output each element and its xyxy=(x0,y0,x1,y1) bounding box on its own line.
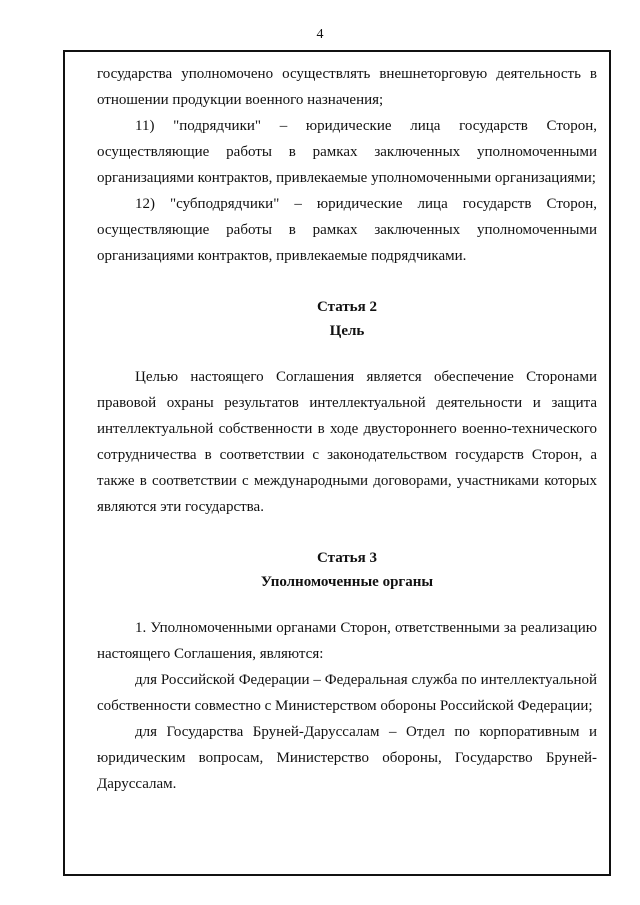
continuation-paragraph: государства уполномочено осуществлять внешнеторговую деятельность в отношении продукции военного назначения; xyxy=(97,66,597,108)
article-3-paragraph-1: 1. Уполномоченными органами Сторон, ответственными за реализацию настоящего Соглашения, являются: xyxy=(97,620,597,662)
definition-item-11: 11) "подрядчики" – юридические лица государств Сторон, осуществляющие работы в рамках заключенных уполномоченными организациями контрактов, привлекаемые уполномоченными организациями; xyxy=(97,118,597,186)
definition-item-12: 12) "субподрядчики" – юридические лица государств Сторон, осуществляющие работы в рамках заключенных уполномоченными организациями контрактов, привлекаемые подрядчиками. xyxy=(97,196,597,264)
article-3-title: Уполномоченные органы xyxy=(260,574,434,590)
article-2-text: Целью настоящего Соглашения является обеспечение Сторонами правовой охраны результатов интеллектуальной деятельности и защита интеллектуальной собственности в ходе двустороннего военно-технического сотрудничества в соответствии с законодательством государств Сторон, а также в соответствии с международными договорами, участниками которых являются эти государства. xyxy=(97,369,597,515)
document-body xyxy=(97,61,597,797)
article-2-number: Статья 2 xyxy=(317,299,377,315)
article-2-title: Цель xyxy=(329,323,365,339)
article-3-paragraph-2: для Российской Федерации – Федеральная служба по интеллектуальной собственности совместно с Министерством обороны Российской Федерации; xyxy=(97,672,597,714)
article-3-paragraph-3: для Государства Бруней-Даруссалам – Отдел по корпоративным и юридическим вопросам, Министерство обороны, Государство Бруней-Даруссалам. xyxy=(97,724,597,792)
page-number: 4 xyxy=(316,27,324,42)
article-3-number: Статья 3 xyxy=(317,550,377,566)
